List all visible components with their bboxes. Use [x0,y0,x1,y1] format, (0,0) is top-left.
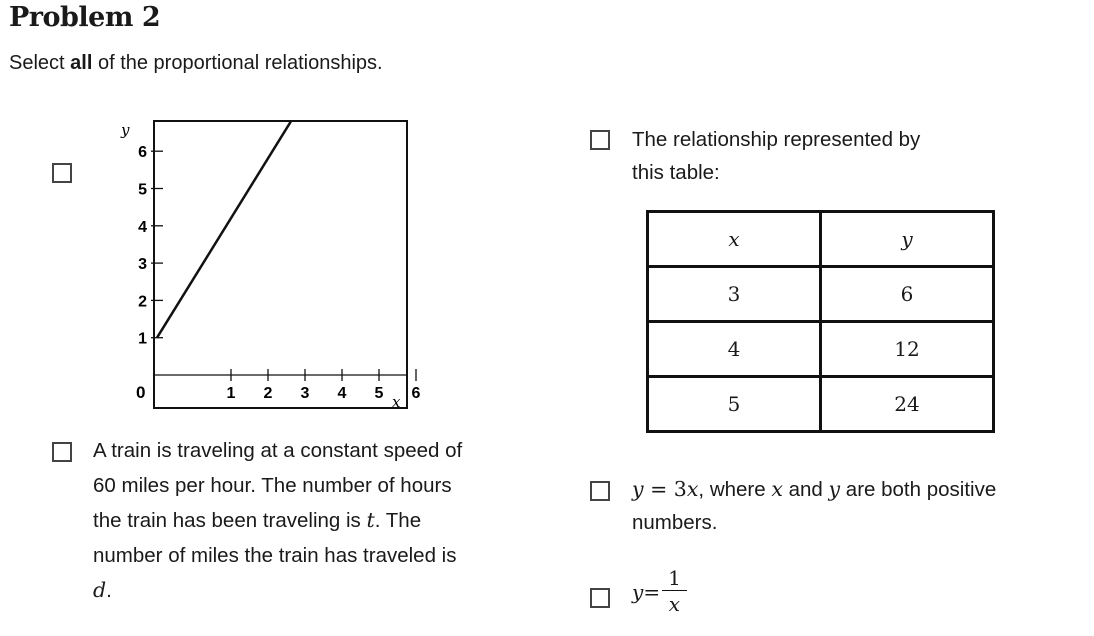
train-line1: A train is traveling at a constant speed of [93,439,463,462]
reciprocal-option [632,566,687,617]
values-table [646,210,995,433]
eq-x: x [686,477,699,501]
table-row [648,322,994,377]
x-tick-label: 5 [374,385,384,402]
train-line3-post: . The [374,509,422,532]
table-row [648,267,994,322]
instruction-pre: Select [9,52,71,74]
train-line3 [93,503,462,539]
recip-y: y [632,579,644,604]
fraction-denominator: x [668,592,681,616]
table-option-text [632,123,920,189]
table-cell: 5 [648,377,821,432]
y-tick-label: 4 [138,218,147,236]
eq-equals: = 3 [643,477,687,501]
train-line3-pre: the train has been traveling is [93,509,367,532]
x-axis-label: x [392,393,401,411]
table-cell: 3 [648,267,821,322]
x-tick-label: 2 [263,385,273,402]
table-header-row [648,212,994,267]
x-tick-label: 3 [300,385,310,402]
eq-var-y: y [828,477,841,501]
eq-var-x: x [771,477,783,501]
equation-line1 [632,473,996,506]
table-header-x: x [648,212,821,267]
table-cell: 24 [821,377,994,432]
fraction [662,566,687,617]
table-cell: 4 [648,322,821,377]
fraction-numerator: 1 [662,566,687,591]
table-row [648,377,994,432]
train-line5-post: . [106,579,112,602]
recip-equals: = [643,579,661,604]
table-cell: 6 [821,267,994,322]
x-tick-label: 6 [411,385,421,402]
instruction-post: of the proportional relationships. [92,52,383,74]
y-tick-label: 6 [138,144,147,162]
instruction-bold: all [70,52,93,74]
table-header-y: y [821,212,994,267]
var-t: t [366,508,375,532]
eq-and: and [782,478,829,501]
checkbox-graph[interactable] [52,163,72,183]
eq-tail: are both positive [840,478,997,501]
train-line5 [93,573,462,609]
x-tick-label: 1 [226,385,236,402]
table-option-line1: The relationship represented by [632,128,921,151]
checkbox-equation[interactable] [590,481,610,501]
y-tick-label: 3 [138,256,147,274]
option-graph [112,118,421,418]
checkbox-table[interactable] [590,130,610,150]
plot-frame [154,121,407,408]
line-graph [112,118,421,413]
table-option-line2: this table: [632,161,720,184]
checkbox-train[interactable] [52,442,72,462]
table-cell: 12 [821,322,994,377]
train-line4: number of miles the train has traveled is [93,543,457,567]
graph-line [157,121,291,338]
equation-line2: numbers. [632,511,718,534]
y-tick-label: 2 [138,293,147,311]
y-axis-label: y [121,121,130,139]
y-tick-label: 5 [138,181,147,199]
equation-option-text [632,473,996,539]
problem-title: Problem 2 [9,2,161,33]
instruction [9,52,383,75]
eq-mid: , where [698,478,772,501]
x-tick-label: 4 [337,385,347,402]
y-ticks [138,144,163,348]
var-d: d [93,578,107,602]
checkbox-reciprocal[interactable] [590,588,610,608]
eq-y: y [632,477,644,501]
origin-label: 0 [136,383,146,402]
y-tick-label: 1 [138,330,147,348]
train-option-text [93,434,462,609]
train-line2: 60 miles per hour. The number of hours [93,473,452,497]
